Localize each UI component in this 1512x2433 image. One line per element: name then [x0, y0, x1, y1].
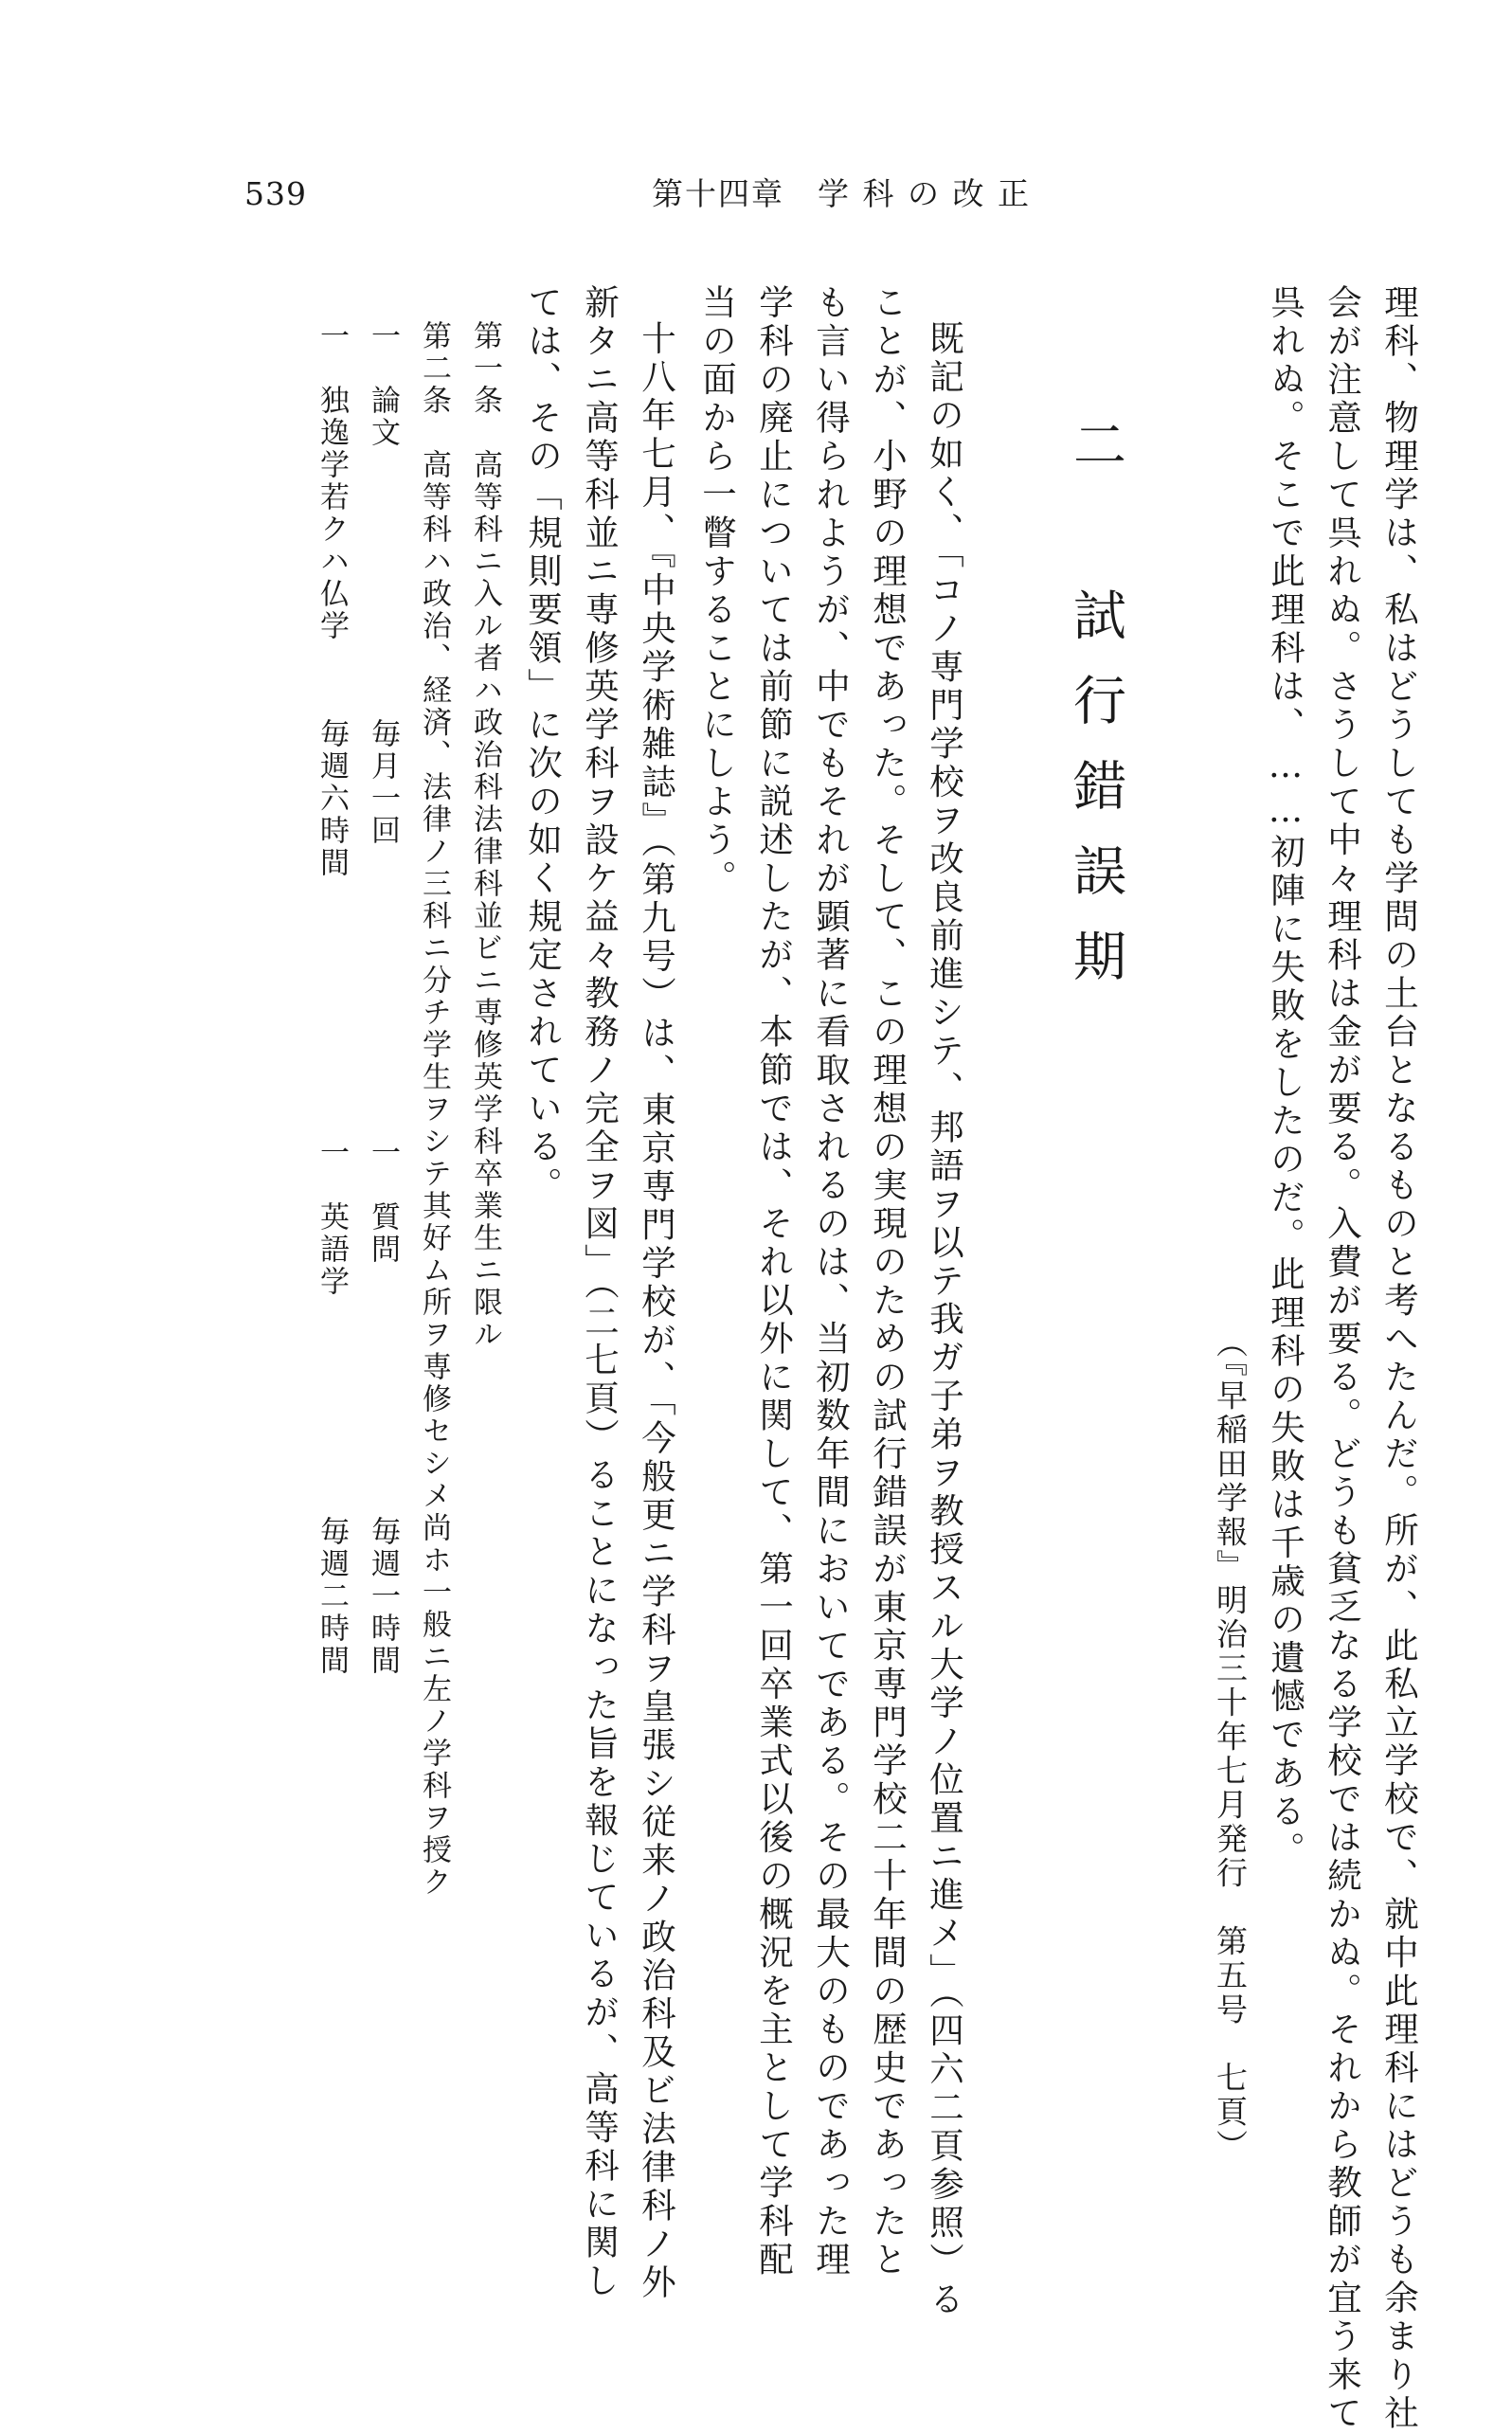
course-name: 一 英語学 [315, 1137, 349, 1298]
running-head: 第十四章 学 科 の 改 正 [652, 175, 1031, 212]
body-line: 新タニ高等科並ニ専修英学科ヲ設ケ益々教務ノ完全ヲ図」（二七頁）ることになった旨を報じているが、高等科に関し [579, 284, 621, 2301]
quote-citation: （『早稲田学報』明治三十年七月発行 第五号 七頁） [1212, 1326, 1249, 2164]
rule-article-1: 第一条 高等科ニ入ル者ハ政治科法律科並ビニ専修英学科卒業生ニ限ル [468, 320, 502, 1351]
body-line: 既記の如く、「コノ専門学校ヲ改良前進シテ、邦語ヲ以テ我ガ子弟ヲ教授スル大学ノ位置ニ進メ」（四六二頁参照）る [924, 320, 965, 2319]
quote-line: 理科、物理学は、私はどうしても学問の土台となるものと考へたんだ。所が、此私立学校で、就中此理科にはどうも余まり社 [1378, 284, 1420, 2433]
quote-line: 呉れぬ。そこで此理科は、……初陣に失敗をしたのだ。此理科の失敗は千歳の遺憾である。 [1265, 284, 1306, 1870]
body-line: 学科の廃止については前節に説述したが、本節では、それ以外に関して、第一回卒業式以後の概況を主として学科配 [753, 284, 795, 2280]
body-line: 十八年七月、『中央学術雑誌』（第九号）は、東京専門学校が、「今般更ニ学科ヲ皇張シ従来ノ政治科及ビ法律科ノ外 [636, 320, 677, 2302]
quote-line: 会が注意して呉れぬ。さうして中々理科は金が要る。入費が要る。どうも貧乏なる学校では続かぬ。それから教師が宜う来て [1322, 284, 1363, 2433]
course-name: 一 論文 [366, 320, 400, 449]
course-name: 一 独逸学若クハ仏学 [315, 320, 349, 642]
section-title: 二 試行錯誤期 [1065, 417, 1126, 1014]
course-hours: 毎週六時間 [315, 718, 349, 879]
course-hours: 毎週一時間 [366, 1516, 400, 1677]
course-hours: 毎月一回 [366, 718, 400, 847]
body-line: ことが、小野の理想であった。そして、この理想の実現のための試行錯誤が東京専門学校二十年間の歴史であったと [867, 284, 909, 2280]
rule-article-2: 第二条 高等科ハ政治、経済、法律ノ三科ニ分チ学生ヲシテ其好ム所ヲ専修セシメ尚ホ一般ニ左ノ学科ヲ授ク [417, 320, 451, 1899]
page-number: 539 [244, 175, 307, 212]
body-line: 当の面から一瞥することにしよう。 [696, 284, 738, 898]
course-name: 一 質問 [366, 1137, 400, 1266]
body-line: も言い得られようが、中でもそれが顕著に看取されるのは、当初数年間においてである。その最大のものであった理 [810, 284, 852, 2280]
course-hours: 毎週二時間 [315, 1516, 349, 1677]
body-line: ては、その「規則要領」に次の如く規定されている。 [522, 284, 564, 1205]
